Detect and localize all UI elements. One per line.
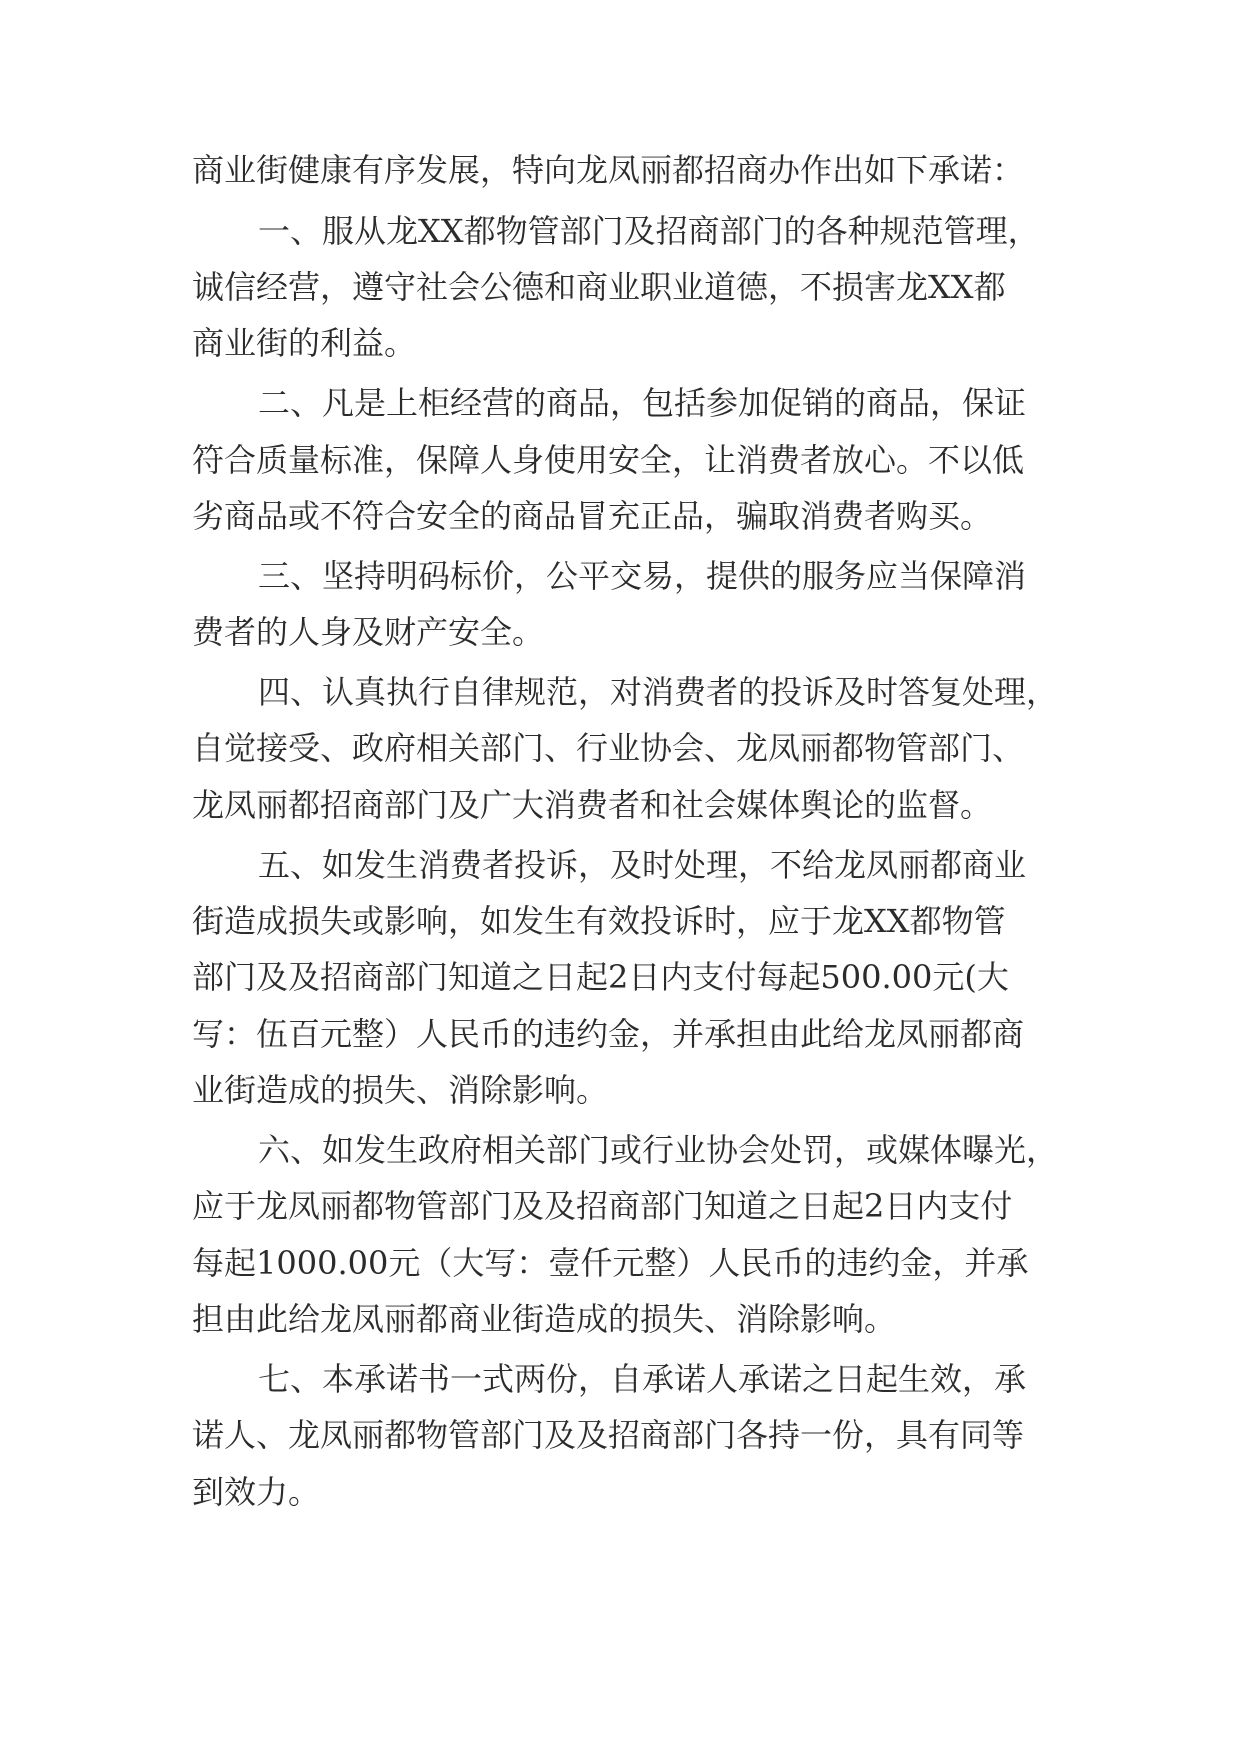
text-line: 诺人、龙凤丽都物管部门及及招商部门各持一份，具有同等 [192, 1416, 1025, 1454]
text-line: 担由此给龙凤丽都商业街造成的损失、消除影响。 [192, 1300, 897, 1338]
text-line: 应于龙凤丽都物管部门及及招商部门知道之日起2日内支付 [192, 1187, 1013, 1225]
text-line: 部门及及招商部门知道之日起2日内支付每起500.00元(大 [192, 958, 1009, 996]
text-line: 劣商品或不符合安全的商品冒充正品，骗取消费者购买。 [192, 497, 993, 535]
text-line: 符合质量标准，保障人身使用安全，让消费者放心。不以低 [192, 441, 1025, 479]
text-line: 每起1000.00元（大写：壹仟元整）人民币的违约金，并承 [192, 1244, 1029, 1282]
text-line: 自觉接受、政府相关部门、行业协会、龙凤丽都物管部门、 [192, 729, 1025, 767]
text-line: 七、本承诺书一式两份，自承诺人承诺之日起生效，承 [258, 1360, 1027, 1398]
text-line: 到效力。 [192, 1473, 321, 1511]
text-line: 一、服从龙XX都物管部门及招商部门的各种规范管理， [258, 212, 1040, 250]
text-line: 商业街的利益。 [192, 324, 417, 362]
text-line: 商业街健康有序发展，特向龙凤丽都招商办作出如下承诺： [192, 151, 1025, 189]
text-line: 六、如发生政府相关部门或行业协会处罚，或媒体曝光， [258, 1131, 1059, 1169]
text-line: 五、如发生消费者投诉，及时处理，不给龙凤丽都商业 [258, 846, 1027, 884]
text-line: 街造成损失或影响，如发生有效投诉时，应于龙XX都物管 [192, 902, 1006, 940]
text-line: 四、认真执行自律规范，对消费者的投诉及时答复处理， [258, 673, 1059, 711]
text-line: 写：伍百元整）人民币的违约金，并承担由此给龙凤丽都商 [192, 1015, 1025, 1053]
text-line: 业街造成的损失、消除影响。 [192, 1071, 609, 1109]
text-line: 费者的人身及财产安全。 [192, 613, 545, 651]
text-line: 二、凡是上柜经营的商品，包括参加促销的商品，保证 [258, 384, 1027, 422]
text-line: 诚信经营，遵守社会公德和商业职业道德，不损害龙XX都 [192, 268, 1006, 306]
text-line: 三、坚持明码标价，公平交易，提供的服务应当保障消 [258, 557, 1027, 595]
text-line: 龙凤丽都招商部门及广大消费者和社会媒体舆论的监督。 [192, 786, 993, 824]
